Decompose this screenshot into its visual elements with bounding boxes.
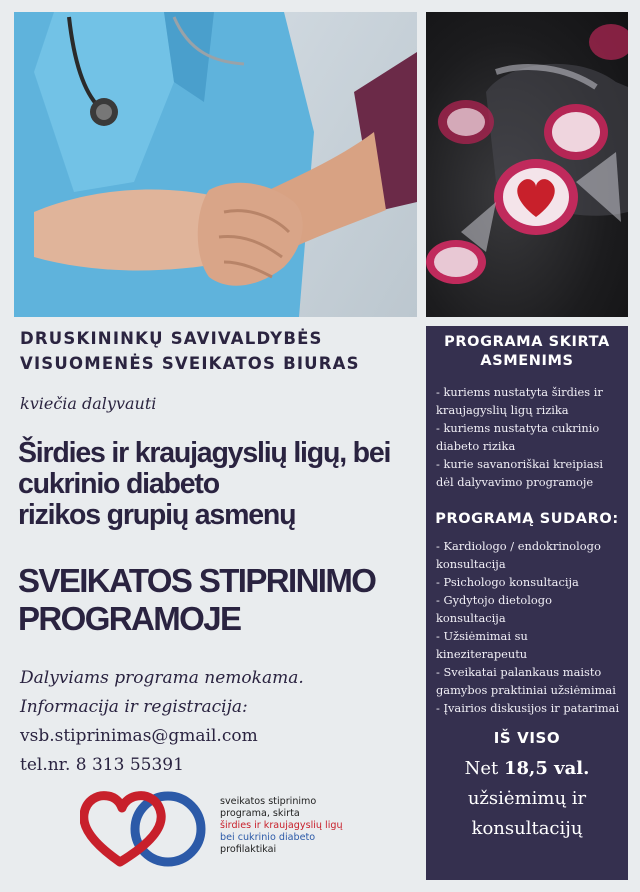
target-line-1: Širdies ir kraujagyslių ligų, bei	[18, 437, 391, 469]
heart-ring-logo-icon	[80, 788, 215, 870]
logo-caption	[220, 796, 400, 856]
contact-email[interactable]: vsb.stiprinimas@gmail.com	[20, 726, 258, 746]
list-item: - Kardiologo / endokrinologo konsultacija	[436, 539, 601, 571]
program-title	[18, 562, 423, 638]
consists-heading: PROGRAMĄ SUDARO:	[435, 511, 619, 527]
total-line-3: konsultacijų	[471, 818, 583, 839]
organisation-line-2: VISUOMENĖS SVEIKATOS BIURAS	[20, 354, 360, 373]
list-item: - Įvairios diskusijos ir patarimai	[436, 701, 620, 715]
contact-block	[20, 664, 420, 780]
list-item: - kurie savanoriškai kreipiasi dėl dalyvavimo programoje	[436, 457, 604, 489]
total-heading: IŠ VISO	[493, 729, 561, 747]
organisation-name	[20, 326, 420, 376]
candy-illustration	[426, 12, 628, 317]
list-item: - kuriems nustatyta cukrinio diabeto rizika	[436, 421, 600, 453]
for-heading-line-2: ASMENIMS	[480, 353, 574, 369]
target-group-heading	[18, 438, 423, 531]
total-hours-line	[426, 754, 628, 784]
program-logo	[80, 788, 400, 868]
target-line-2: cukrinio diabeto	[18, 468, 219, 500]
logo-line-2: programa, skirta	[220, 808, 300, 819]
logo-line-1: sveikatos stiprinimo	[220, 796, 317, 807]
organisation-line-1: DRUSKININKŲ SAVIVALDYBĖS	[20, 329, 323, 348]
logo-line-4: bei cukrinio diabeto	[220, 832, 316, 843]
info-label: Informacija ir registracija:	[20, 697, 248, 717]
consists-list	[426, 537, 628, 717]
for-heading-line-1: PROGRAMA SKIRTA	[444, 334, 610, 350]
list-item: - Užsiėmimai su kineziterapeutu	[436, 629, 528, 661]
logo-line-5: profilaktikai	[220, 844, 277, 855]
total-prefix: Net	[464, 758, 504, 779]
program-title-line-1: SVEIKATOS STIPRINIMO	[18, 562, 376, 599]
invite-text: kviečia dalyvauti	[20, 394, 157, 413]
heart-candy-photo	[426, 12, 628, 317]
logo-line-3: širdies ir kraujagyslių ligų	[220, 820, 343, 831]
handshake-illustration	[14, 12, 417, 317]
info-panel	[426, 326, 628, 880]
for-list	[426, 383, 628, 491]
free-note: Dalyviams programa nemokama.	[20, 668, 304, 688]
target-line-3: rizikos grupių asmenų	[18, 499, 296, 531]
list-item: - Psichologo konsultacija	[436, 575, 579, 589]
program-title-line-2: PROGRAMOJE	[18, 600, 241, 637]
total-line-2: užsiėmimų ir	[467, 788, 587, 809]
total-hours: 18,5 val.	[504, 758, 590, 779]
handshake-photo	[14, 12, 417, 317]
list-item: - Sveikatai palankaus maisto gamybos praktiniai užsiėmimai	[436, 665, 616, 697]
list-item: - Gydytojo dietologo konsultacija	[436, 593, 552, 625]
for-heading	[426, 333, 628, 371]
list-item: - kuriems nustatyta širdies ir kraujagyslių ligų rizika	[436, 385, 603, 417]
contact-phone[interactable]: tel.nr. 8 313 55391	[20, 755, 184, 775]
